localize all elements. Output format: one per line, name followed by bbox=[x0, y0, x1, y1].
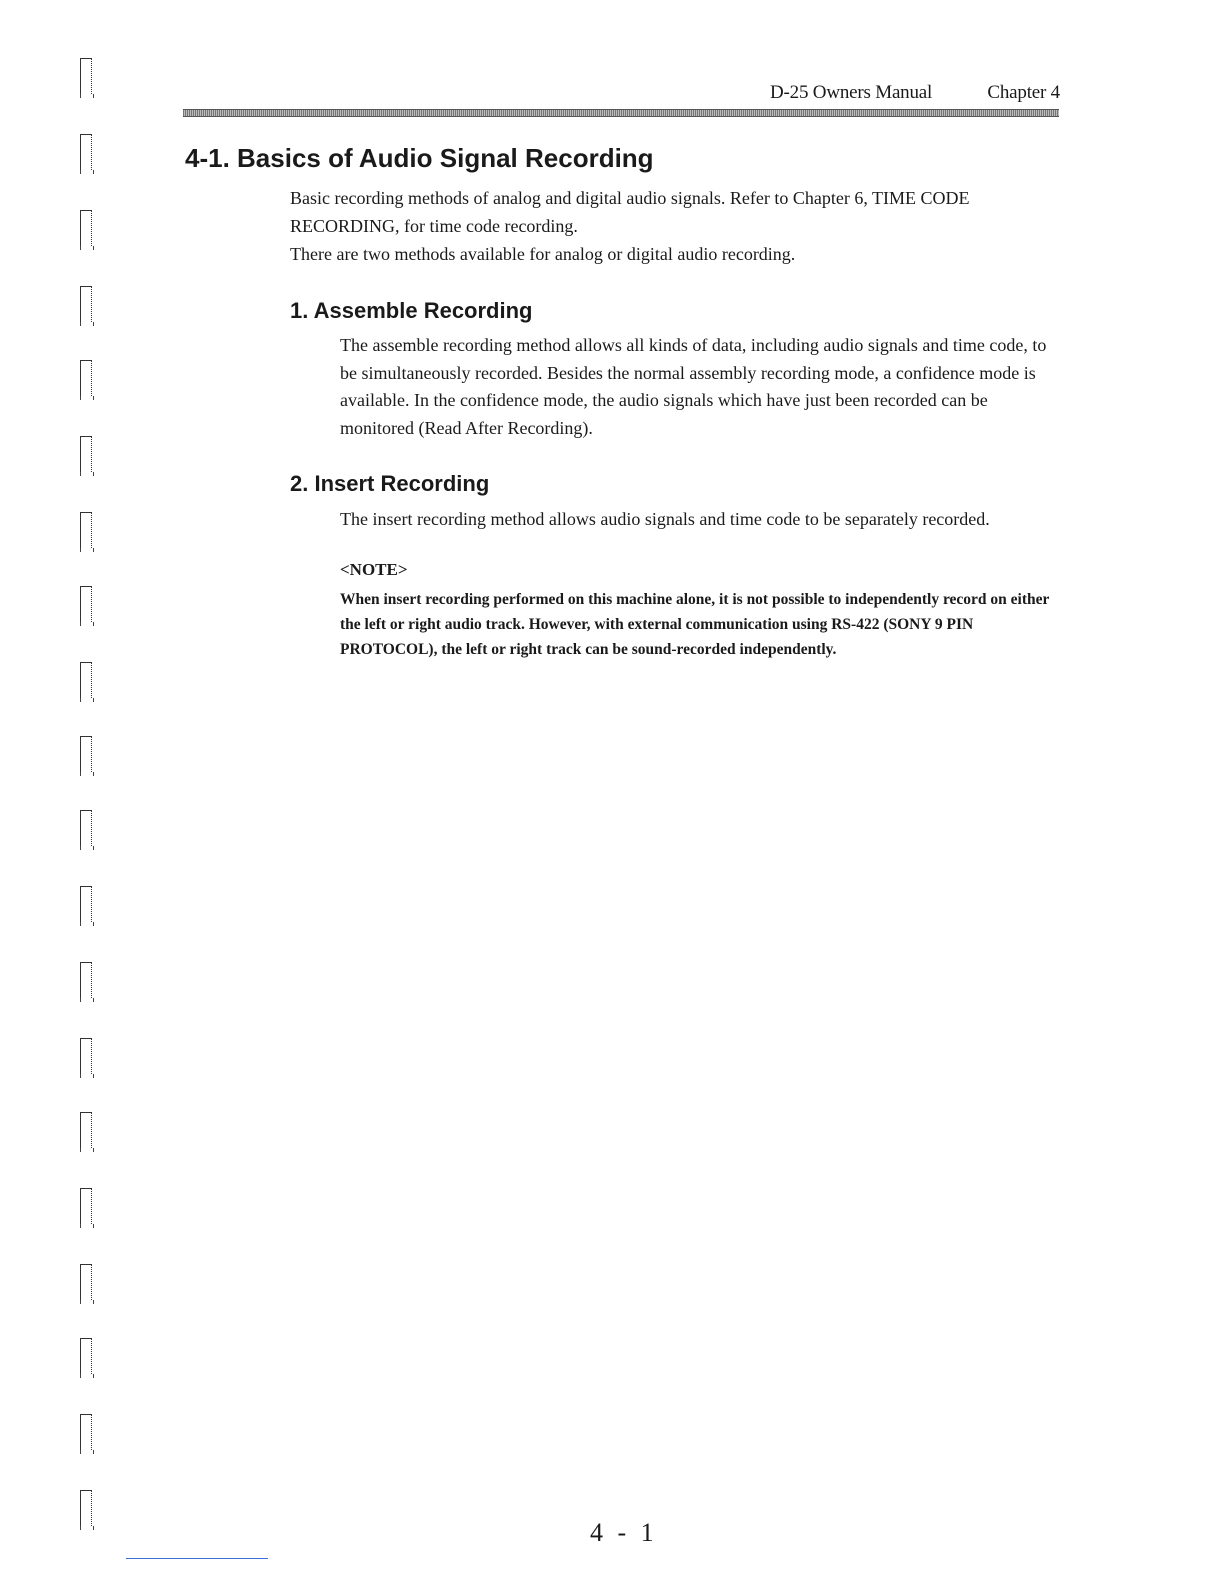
page-number: 4 - 1 bbox=[590, 1518, 658, 1547]
binder-hole bbox=[80, 810, 92, 846]
chapter-label: Chapter 4 bbox=[987, 82, 1060, 103]
binder-hole bbox=[80, 662, 92, 698]
binder-hole bbox=[80, 1414, 92, 1450]
binder-hole bbox=[80, 1112, 92, 1148]
binder-hole bbox=[80, 1188, 92, 1224]
binder-hole bbox=[80, 210, 92, 246]
intro-paragraph: There are two methods available for analog or digital audio recording. bbox=[290, 244, 796, 264]
binder-hole bbox=[80, 134, 92, 170]
subsection-body-insert: The insert recording method allows audio signals and time code to be separately recorded. bbox=[340, 509, 990, 529]
intro-paragraph: Basic recording methods of analog and digital audio signals. Refer to Chapter 6, TIME CODE RECORDING, for time code recording. bbox=[290, 188, 970, 236]
subsection-body-assemble: The assemble recording method allows all kinds of data, including audio signals and time code, to be simultaneously recorded. Besides the normal assembly recording mode, a confidence mode is available. In the confidence mode, the audio signals which have just been recorded can be monitored (Read After Recording). bbox=[340, 335, 1047, 438]
binder-hole bbox=[80, 512, 92, 548]
header-rule bbox=[183, 109, 1059, 117]
page-header bbox=[770, 82, 1060, 104]
binder-hole bbox=[80, 286, 92, 322]
binder-hole bbox=[80, 586, 92, 622]
binder-hole bbox=[80, 436, 92, 472]
binder-hole bbox=[80, 736, 92, 772]
binder-hole bbox=[80, 1264, 92, 1300]
binder-hole bbox=[80, 1490, 92, 1526]
note-body: When insert recording performed on this machine alone, it is not possible to independently record on either the left or right audio track. However, with external communication using RS-422 (SONY 9 PIN PROTOCOL), the left or right track can be sound-recorded independently. bbox=[340, 591, 1050, 658]
section-intro bbox=[290, 184, 1050, 268]
subsection-title-insert: 2. Insert Recording bbox=[290, 471, 490, 496]
binder-hole bbox=[80, 1038, 92, 1074]
binder-hole bbox=[80, 58, 92, 94]
bottom-rule bbox=[126, 1558, 268, 1559]
section-title: 4-1. Basics of Audio Signal Recording bbox=[185, 143, 654, 173]
binder-hole bbox=[80, 962, 92, 998]
note-label: <NOTE> bbox=[340, 560, 408, 579]
binder-hole bbox=[80, 1338, 92, 1374]
manual-title: D-25 Owners Manual bbox=[770, 82, 933, 103]
binder-hole bbox=[80, 360, 92, 396]
binder-hole bbox=[80, 886, 92, 922]
subsection-title-assemble: 1. Assemble Recording bbox=[290, 298, 533, 323]
